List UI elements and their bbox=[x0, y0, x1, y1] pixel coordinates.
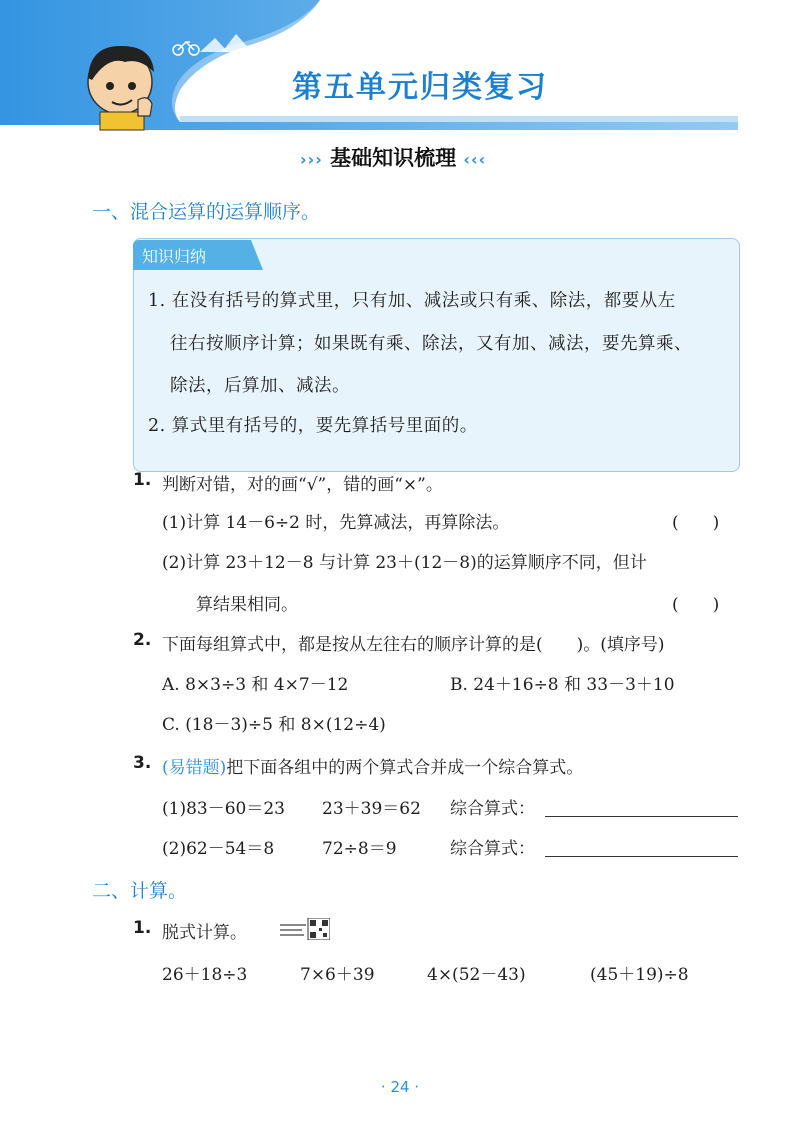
q3-tag: (易错题) bbox=[162, 758, 227, 778]
expr-4: (45＋19)÷8 bbox=[590, 965, 689, 985]
q2-option-a: A. 8×3÷3 和 4×7－12 bbox=[162, 675, 349, 695]
q1-item-2-line-2: 算结果相同。 bbox=[196, 595, 298, 615]
p2-q1-text: 脱式计算。 bbox=[162, 923, 247, 943]
p2-q1-number: 1. bbox=[133, 918, 152, 938]
q3-row-1-b: 23＋39＝62 bbox=[322, 799, 421, 819]
q1-item-1: (1)计算 14－6÷2 时，先算减法，再算除法。 bbox=[162, 513, 510, 533]
qr-code-icon[interactable] bbox=[280, 918, 330, 940]
page-title: 第五单元归类复习 bbox=[292, 70, 548, 105]
knowledge-line-4: 2. 算式里有括号的，要先算括号里面的。 bbox=[148, 416, 478, 436]
knowledge-line-1: 1. 在没有括号的算式里，只有加、减法或只有乘、除法，都要从左 bbox=[148, 291, 676, 311]
q2-text: 下面每组算式中，都是按从左往右的顺序计算的是( )。(填序号) bbox=[162, 635, 665, 655]
q1-number: 1. bbox=[133, 470, 152, 490]
page-number: · 24 · bbox=[380, 1078, 420, 1096]
expr-3: 4×(52－43) bbox=[427, 965, 526, 985]
part1-heading: 一、混合运算的运算顺序。 bbox=[92, 201, 321, 223]
q3-row-1-answer-line[interactable] bbox=[545, 816, 738, 817]
left-chevrons-icon: ››› bbox=[300, 150, 323, 169]
q1-item-2-answer-blank[interactable]: ( ) bbox=[672, 595, 720, 615]
section-title bbox=[300, 142, 486, 172]
expr-1: 26＋18÷3 bbox=[162, 965, 248, 985]
q3-text bbox=[162, 753, 583, 778]
q1-item-2-line-1: (2)计算 23＋12－8 与计算 23＋(12－8)的运算顺序不同，但计 bbox=[162, 553, 647, 573]
q2-option-c: C. (18－3)÷5 和 8×(12÷4) bbox=[162, 715, 386, 735]
q1-text: 判断对错，对的画“√”，错的画“×”。 bbox=[162, 475, 443, 495]
expr-2: 7×6＋39 bbox=[300, 965, 375, 985]
right-chevrons-icon: ‹‹‹ bbox=[463, 150, 487, 169]
q3-row-2-a: (2)62－54＝8 bbox=[162, 839, 275, 859]
q1-item-1-answer-blank[interactable]: ( ) bbox=[672, 513, 720, 533]
q3-row-1-label: 综合算式： bbox=[450, 799, 535, 819]
q3-row-2-answer-line[interactable] bbox=[545, 856, 738, 857]
q2-option-b: B. 24＋16÷8 和 33－3＋10 bbox=[450, 675, 675, 695]
knowledge-line-2: 往右按顺序计算；如果既有乘、除法，又有加、减法，要先算乘、 bbox=[170, 334, 692, 354]
q2-number: 2. bbox=[133, 630, 152, 650]
q3-number: 3. bbox=[133, 753, 152, 773]
q3-row-1-a: (1)83－60＝23 bbox=[162, 799, 285, 819]
knowledge-line-3: 除法，后算加、减法。 bbox=[170, 376, 350, 396]
section-title-text: 基础知识梳理 bbox=[330, 146, 457, 170]
q3-text-body: 把下面各组中的两个算式合并成一个综合算式。 bbox=[226, 758, 584, 778]
knowledge-tag-label: 知识归纳 bbox=[142, 247, 207, 266]
q3-row-2-b: 72÷8＝9 bbox=[322, 839, 397, 859]
part2-heading: 二、计算。 bbox=[92, 880, 188, 902]
q3-row-2-label: 综合算式： bbox=[450, 839, 535, 859]
